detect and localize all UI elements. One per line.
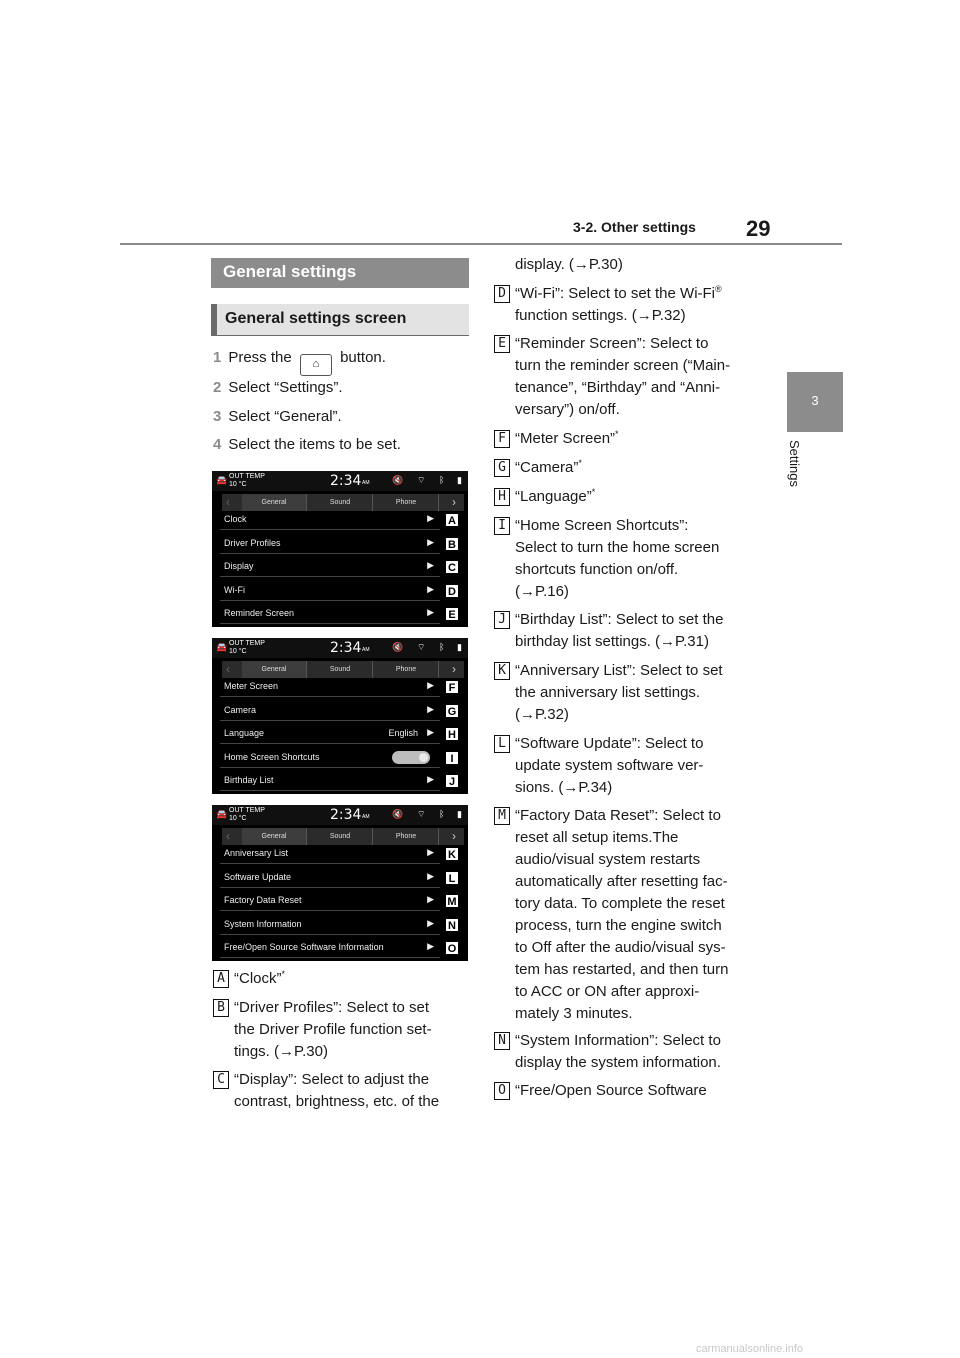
car-icon: 🚘 [216,809,228,819]
description-line: tem has restarted, and then turn [515,961,729,978]
temp-label: OUT TEMP [229,640,265,647]
settings-row-software-update[interactable] [220,866,440,888]
description-line: mately 3 minutes. [515,1005,633,1022]
tab-sound[interactable]: Sound [308,661,373,678]
label-O: O [494,1082,510,1100]
description-C-continued: display. (→P.30) [515,256,623,273]
wifi-icon: ⌔ [417,809,426,819]
label-N: N [494,1032,510,1050]
description-line: “Meter Screen”* [515,429,619,447]
label-D: D [494,285,510,303]
settings-row-display[interactable] [220,555,440,577]
settings-row-reminder-screen[interactable] [220,602,440,624]
description-line: “Free/Open Source Software [515,1082,707,1099]
play-arrow-icon: ▶ [427,727,434,737]
settings-row-clock[interactable] [220,508,440,530]
outside-temp [229,473,265,489]
row-label: Reminder Screen [224,608,295,618]
bluetooth-icon: ᛒ [439,809,445,819]
row-label: Driver Profiles [224,537,281,548]
description-H [515,486,595,508]
chevron-right-icon[interactable]: › [452,662,456,676]
description-line: “Language”* [515,487,596,505]
description-line: “Reminder Screen”: Select to [515,335,709,352]
step-4: 4 Select the items to be set. [213,436,401,453]
clock-time: 2:34 [330,473,362,489]
callout-F: F [445,680,459,694]
label-B: B [213,999,229,1017]
callout-K: K [445,847,459,861]
description-line: the anniversary list settings. [515,684,701,701]
description-line: “Driver Profiles”: Select to set [234,999,430,1016]
description-line: (→P.32) [515,706,569,723]
description-line: shortcuts function on/off. [515,561,679,578]
clock-ampm: AM [362,647,370,653]
tab-phone[interactable]: Phone [374,494,439,511]
description-line: sions. (→P.34) [515,779,613,796]
description-line: “Software Update”: Select to [515,735,704,752]
page-number: 29 [746,216,771,241]
tab-sound[interactable]: Sound [308,494,373,511]
play-arrow-icon: ▶ [427,894,434,904]
signal-icon: ▮ [457,809,462,819]
status-bar [212,805,468,825]
outside-temp [229,640,265,656]
play-arrow-icon: ▶ [427,703,434,714]
description-line: tory data. To complete the reset [515,895,725,912]
settings-row-driver-profiles[interactable] [220,532,440,554]
settings-row-wi-fi[interactable] [220,579,440,601]
temp-value: 10 °C [229,815,247,822]
settings-row-camera[interactable] [220,699,440,721]
row-label: Factory Data Reset [224,895,302,905]
description-D [515,283,722,327]
footnote-mark: * [591,487,596,497]
description-line: “Wi-Fi”: Select to set the Wi-Fi® [515,284,722,302]
chapter-tab-label: Settings [787,440,802,487]
clock-time: 2:34 [330,807,362,823]
callout-D: D [445,584,459,598]
description-E [515,333,730,421]
toggle-switch[interactable] [392,751,430,764]
callout-J: J [445,774,459,788]
car-icon: 🚘 [216,475,228,485]
step-2: 2 Select “Settings”. [213,379,343,396]
description-line: automatically after resetting fac- [515,873,728,890]
play-arrow-icon: ▶ [427,513,434,523]
heading-general-settings-screen: General settings screen [211,304,469,336]
row-label: Clock [224,514,247,524]
row-label: Display [224,561,254,571]
description-line: contrast, brightness, etc. of the [234,1093,440,1110]
description-I [515,515,719,603]
mute-icon: 🔇 [392,809,404,819]
step-3: 3 Select “General”. [213,408,342,425]
status-bar [212,471,468,491]
description-J [515,609,723,653]
clock-ampm: AM [362,814,370,820]
callout-A: A [445,513,459,527]
play-arrow-icon: ▶ [427,680,434,690]
callout-G: G [445,704,459,718]
chevron-left-icon[interactable]: ‹ [226,495,230,509]
row-label: System Information [224,918,302,929]
callout-N: N [445,918,459,932]
home-button-icon: ⌂ [300,354,332,376]
description-line: versary”) on/off. [515,401,620,418]
description-line: to Off after the audio/visual sys- [515,939,726,956]
description-N [515,1030,721,1074]
label-F: F [494,430,510,448]
wifi-icon: ⌔ [417,642,426,652]
settings-row-system-information[interactable] [220,913,440,935]
label-I: I [494,517,510,535]
play-arrow-icon: ▶ [427,847,434,857]
row-label: Birthday List [224,775,274,785]
description-line: update system software ver- [515,757,704,774]
description-F [515,428,619,450]
wifi-icon: ⌔ [417,475,426,485]
description-line: the Driver Profile function set- [234,1021,432,1038]
status-bar [212,638,468,658]
tab-general[interactable]: General [242,494,307,511]
description-G [515,457,582,479]
description-line: “System Information”: Select to [515,1032,721,1049]
bluetooth-icon: ᛒ [439,642,445,652]
description-A [234,968,285,990]
settings-row-factory-data-reset[interactable] [220,889,440,911]
play-arrow-icon: ▶ [427,560,434,570]
play-arrow-icon: ▶ [427,941,434,951]
play-arrow-icon: ▶ [427,870,434,881]
row-label: Anniversary List [224,848,289,858]
tab-sound[interactable]: Sound [308,828,373,845]
settings-row-birthday-list[interactable] [220,769,440,791]
row-label: Free/Open Source Software Information [224,942,384,952]
description-line: “Clock”* [234,969,286,987]
description-line: “Home Screen Shortcuts”: [515,517,689,534]
callout-H: H [445,727,459,741]
screen-3 [212,805,468,961]
tab-general[interactable]: General [242,661,307,678]
description-O [515,1080,707,1102]
label-E: E [494,335,510,353]
label-K: K [494,662,510,680]
label-C: C [213,1071,229,1089]
description-line: “Display”: Select to adjust the [234,1071,430,1088]
description-line: reset all setup items.The [515,829,679,846]
play-arrow-icon: ▶ [427,536,434,547]
callout-B: B [445,537,459,551]
chevron-right-icon[interactable]: › [452,495,456,509]
description-line: tenance”, “Birthday” and “Anni- [515,379,721,396]
chevron-right-icon[interactable]: › [452,829,456,843]
description-line: birthday list settings. (→P.31) [515,633,709,650]
description-L [515,733,703,799]
screen-1 [212,471,468,627]
chevron-left-icon[interactable]: ‹ [226,662,230,676]
temp-label: OUT TEMP [229,473,265,480]
description-line: (→P.16) [515,583,569,600]
callout-L: L [445,871,459,885]
temp-value: 10 °C [229,648,247,655]
heading-general-settings: General settings [211,258,469,288]
row-label: Camera [224,704,257,715]
description-line: tings. (→P.30) [234,1043,328,1060]
chapter-tab: 3 [787,372,843,432]
settings-row-language[interactable] [220,722,440,744]
settings-row-home-screen-shortcuts[interactable] [220,746,440,768]
description-line: process, turn the engine switch [515,917,722,934]
description-line: “Factory Data Reset”: Select to [515,807,721,824]
registered-mark: ® [715,284,722,294]
tab-general[interactable]: General [242,828,307,845]
temp-value: 10 °C [229,481,247,488]
description-K [515,660,723,726]
description-B [234,997,432,1063]
callout-O: O [445,941,459,955]
settings-row-anniversary-list[interactable] [220,842,440,864]
play-arrow-icon: ▶ [427,607,434,617]
settings-row-free-open-source-software-information[interactable] [220,936,440,958]
description-line: display the system information. [515,1054,721,1071]
description-line: “Anniversary List”: Select to set [515,662,723,679]
label-J: J [494,611,510,629]
description-line: audio/visual system restarts [515,851,701,868]
description-C [234,1069,439,1113]
label-M: M [494,807,510,825]
temp-label: OUT TEMP [229,807,265,814]
mute-icon: 🔇 [392,475,404,485]
row-label: Language [224,728,265,738]
description-line: “Camera”* [515,458,582,476]
callout-I: I [445,751,459,765]
watermark: carmanualsonline.info [696,1343,804,1355]
row-label: Home Screen Shortcuts [224,751,320,762]
callout-C: C [445,560,459,574]
footnote-mark: * [615,429,619,439]
clock-time: 2:34 [330,640,362,656]
bluetooth-icon: ᛒ [439,475,445,485]
description-line: to ACC or ON after approxi- [515,983,700,1000]
signal-icon: ▮ [457,642,462,652]
label-L: L [494,735,510,753]
settings-row-meter-screen[interactable] [220,675,440,697]
outside-temp [229,807,265,823]
label-A: A [213,970,229,988]
play-arrow-icon: ▶ [427,774,434,784]
row-label: Wi-Fi [224,584,245,595]
description-line: Select to turn the home screen [515,539,720,556]
tab-phone[interactable]: Phone [374,828,439,845]
row-value: English [388,728,418,738]
footnote-mark: * [281,969,286,979]
car-icon: 🚘 [216,642,228,652]
step-1: 1 Press the ⌂ button. [213,349,386,376]
header-rule [120,243,842,245]
label-G: G [494,459,510,477]
chevron-left-icon[interactable]: ‹ [226,829,230,843]
screen-2 [212,638,468,794]
signal-icon: ▮ [457,475,462,485]
row-label: Software Update [224,871,292,882]
tab-phone[interactable]: Phone [374,661,439,678]
label-H: H [494,488,510,506]
play-arrow-icon: ▶ [427,917,434,928]
row-label: Meter Screen [224,681,279,691]
clock-ampm: AM [362,480,370,486]
play-arrow-icon: ▶ [427,583,434,594]
description-line: function settings. (→P.32) [515,307,686,324]
description-line: “Birthday List”: Select to set the [515,611,724,628]
callout-M: M [445,894,459,908]
footnote-mark: * [578,458,582,468]
description-line: turn the reminder screen (“Main- [515,357,731,374]
section-title: 3-2. Other settings [573,219,696,235]
callout-E: E [445,607,459,621]
description-M [515,805,728,1025]
mute-icon: 🔇 [392,642,404,652]
